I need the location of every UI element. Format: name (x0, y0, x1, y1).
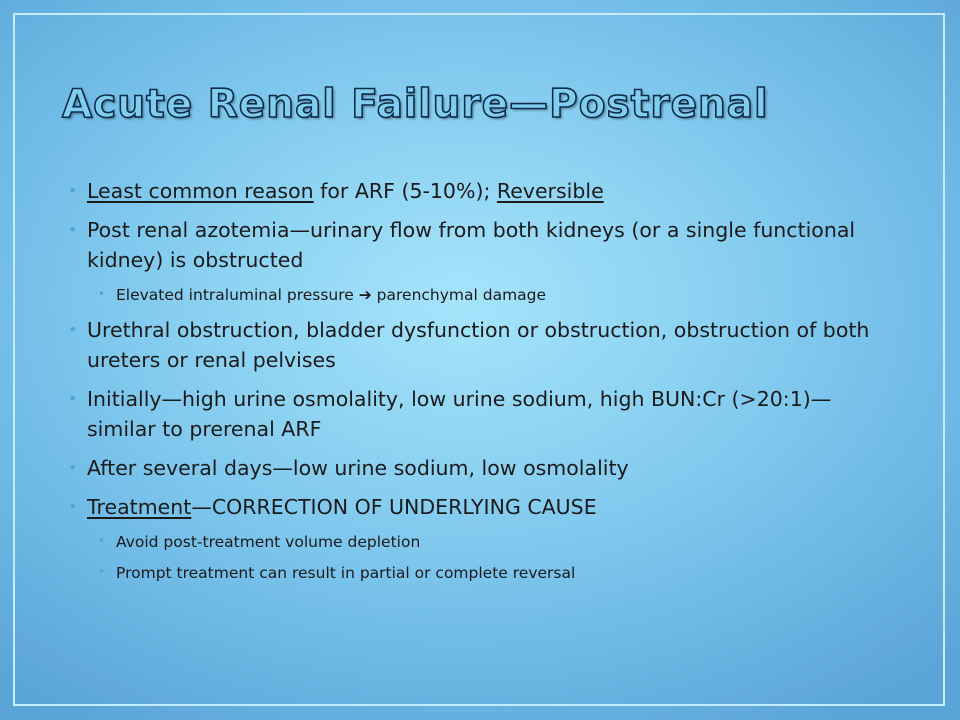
least-common-reason-text: Least common reason (87, 179, 314, 203)
bullet-item-urethral-obstruction (68, 315, 878, 375)
sub-bullet-dot-icon: • (98, 534, 106, 548)
right-arrow-icon: ➔ (358, 286, 372, 304)
sub-bullet-text-after: parenchymal damage (371, 286, 547, 304)
slide-title: Acute Renal Failure—Postrenal (62, 82, 769, 127)
bullet-list (68, 176, 878, 593)
bullet-item-after-several-days (68, 453, 878, 483)
bullet-text: After several days—low urine sodium, low osmolality (87, 456, 629, 480)
sub-bullet-text: Avoid post-treatment volume depletion (116, 533, 421, 551)
sub-bullet-intraluminal-pressure (98, 284, 878, 306)
bullet-item-treatment (68, 492, 878, 522)
sub-bullet-text: Prompt treatment can result in partial or complete reversal (116, 564, 576, 582)
bullet-dot-icon: • (68, 389, 78, 408)
bullet-item-initially (68, 384, 878, 444)
bullet-dot-icon: • (68, 458, 78, 477)
sub-bullet-volume-depletion (98, 531, 878, 553)
treatment-label: Treatment (87, 495, 192, 519)
bullet-dot-icon: • (68, 497, 78, 516)
bullet-dot-icon: • (68, 320, 78, 339)
arf-percentage-text: for ARF (5-10%); (313, 179, 497, 203)
bullet-dot-icon: • (68, 220, 78, 239)
bullet-text: Initially—high urine osmolality, low urine sodium, high BUN:Cr (>20:1)—similar to prerenal ARF (87, 387, 832, 441)
sub-bullet-text-before: Elevated intraluminal pressure (116, 286, 359, 304)
bullet-item-least-common (68, 176, 878, 206)
sub-bullet-dot-icon: • (98, 287, 106, 301)
bullet-dot-icon: • (68, 181, 78, 200)
sub-bullet-prompt-treatment (98, 562, 878, 584)
treatment-text: —CORRECTION OF UNDERLYING CAUSE (191, 495, 597, 519)
reversible-text: Reversible (496, 179, 604, 203)
bullet-text: Urethral obstruction, bladder dysfunction or obstruction, obstruction of both ureters or renal pelvises (87, 318, 870, 372)
sub-bullet-dot-icon: • (98, 565, 106, 579)
bullet-item-post-renal-azotemia (68, 215, 878, 275)
bullet-text: Post renal azotemia—urinary flow from both kidneys (or a single functional kidney) is obstructed (87, 218, 856, 272)
